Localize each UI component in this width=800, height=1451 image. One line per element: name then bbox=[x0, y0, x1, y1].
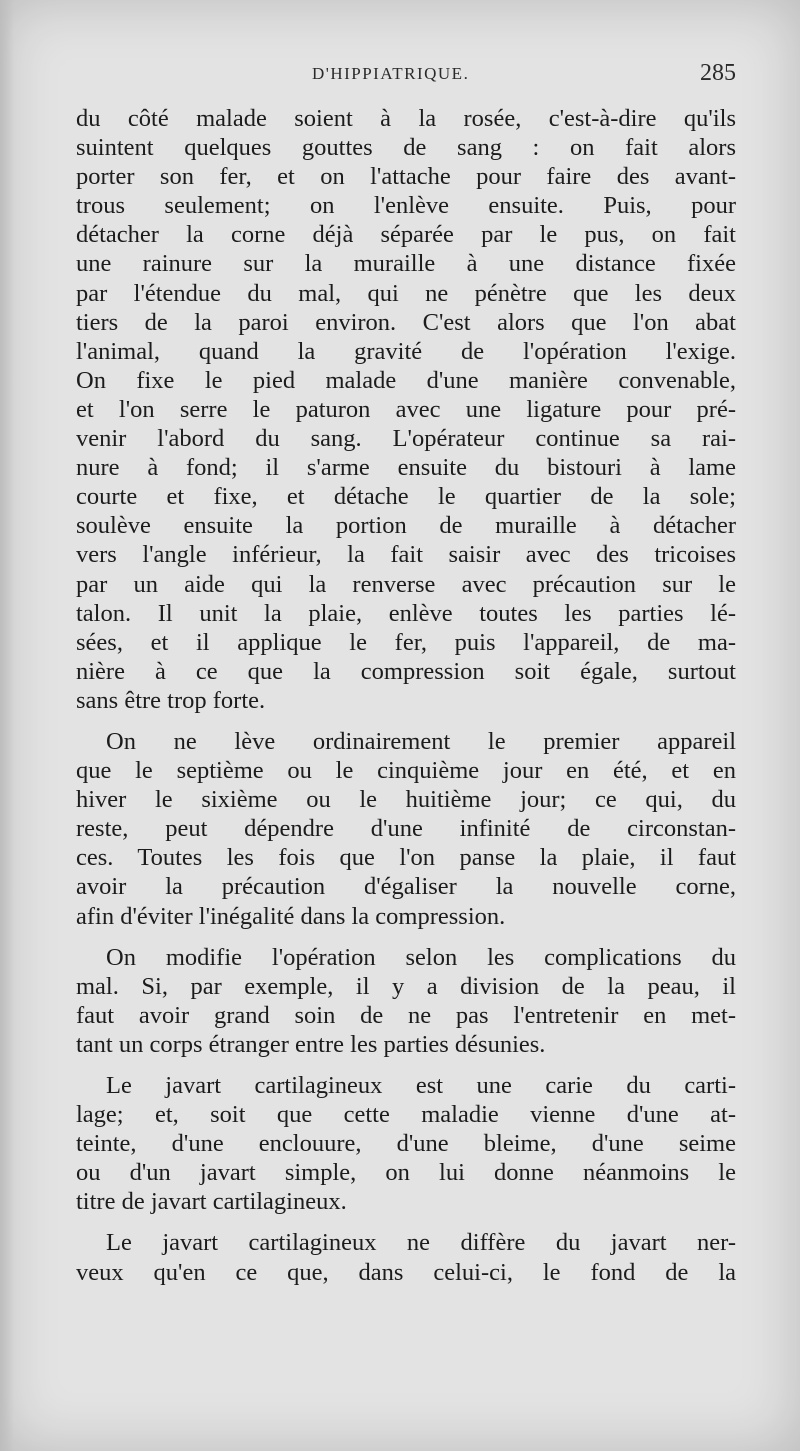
body-text bbox=[76, 104, 736, 1299]
text-line: lage; et, soit que cette maladie vienne d'une at- bbox=[76, 1101, 736, 1129]
text-line: Le javart cartilagineux ne diffère du javart ner- bbox=[106, 1229, 736, 1257]
running-head bbox=[76, 60, 736, 92]
text-line: suintent quelques gouttes de sang : on fait alors bbox=[76, 134, 736, 162]
text-line: tiers de la paroi environ. C'est alors que l'on abat bbox=[76, 308, 736, 336]
running-title: D'HIPPIATRIQUE. bbox=[312, 64, 470, 83]
text-line: et l'on serre le paturon avec une ligature pour pré- bbox=[76, 395, 736, 423]
text-line: faut avoir grand soin de ne pas l'entretenir en met- bbox=[76, 1001, 736, 1029]
text-line: On ne lève ordinairement le premier appareil bbox=[106, 727, 736, 755]
text-line: du côté malade soient à la rosée, c'est-à-dire qu'ils bbox=[76, 105, 736, 132]
text-line: avoir la précaution d'égaliser la nouvelle corne, bbox=[76, 873, 736, 901]
text-line: venir l'abord du sang. L'opérateur continue sa rai- bbox=[76, 425, 736, 453]
text-line: mal. Si, par exemple, il y a division de la peau, il bbox=[76, 972, 736, 1000]
text-line: vers l'angle inférieur, la fait saisir avec des tricoises bbox=[76, 541, 736, 569]
text-line: ou d'un javart simple, on lui donne néanmoins le bbox=[76, 1159, 736, 1187]
text-line: ces. Toutes les fois que l'on panse la plaie, il faut bbox=[76, 844, 736, 872]
text-line: hiver le sixième ou le huitième jour; ce qui, du bbox=[76, 786, 736, 814]
paragraph-1 bbox=[76, 104, 736, 715]
text-line: sées, et il applique le fer, puis l'appareil, de ma- bbox=[76, 628, 736, 656]
text-line: que le septième ou le cinquième jour en été, et en bbox=[76, 757, 736, 785]
text-line: trous seulement; on l'enlève ensuite. Puis, pour bbox=[76, 192, 736, 220]
text-line: porter son fer, et on l'attache pour faire des avant- bbox=[76, 163, 736, 191]
text-line: par l'étendue du mal, qui ne pénètre que les deux bbox=[76, 279, 736, 307]
text-line: On modifie l'opération selon les complications du bbox=[106, 943, 736, 971]
text-line: On fixe le pied malade d'une manière convenable, bbox=[76, 366, 736, 394]
text-line: soulève ensuite la portion de muraille à détacher bbox=[76, 512, 736, 540]
text-line: détacher la corne déjà séparée par le pus, on fait bbox=[76, 221, 736, 249]
text-line: l'animal, quand la gravité de l'opération l'exige. bbox=[76, 337, 736, 365]
paragraph-4 bbox=[76, 1071, 736, 1216]
paragraph-2 bbox=[76, 727, 736, 931]
text-line: veux qu'en ce que, dans celui-ci, le fond de la bbox=[76, 1258, 736, 1286]
text-line: tant un corps étranger entre les parties désunies. bbox=[76, 1030, 546, 1058]
text-line: Le javart cartilagineux est une carie du carti- bbox=[106, 1072, 736, 1099]
text-line: reste, peut dépendre d'une infinité de circonstan- bbox=[76, 815, 736, 843]
text-line: nière à ce que la compression soit égale, surtout bbox=[76, 657, 736, 685]
text-line: teinte, d'une enclouure, d'une bleime, d'une seime bbox=[76, 1130, 736, 1158]
text-line: par un aide qui la renverse avec précaution sur le bbox=[76, 570, 736, 598]
text-line: nure à fond; il s'arme ensuite du bistouri à lame bbox=[76, 454, 736, 482]
text-line: sans être trop forte. bbox=[76, 686, 266, 714]
text-line: courte et fixe, et détache le quartier de la sole; bbox=[76, 483, 736, 511]
text-line: talon. Il unit la plaie, enlève toutes les parties lé- bbox=[76, 599, 736, 627]
text-line: une rainure sur la muraille à une distance fixée bbox=[76, 250, 736, 278]
paragraph-5 bbox=[76, 1228, 736, 1286]
text-line: titre de javart cartilagineux. bbox=[76, 1188, 347, 1216]
page-number: 285 bbox=[700, 60, 736, 86]
paragraph-3 bbox=[76, 943, 736, 1059]
text-line: afin d'éviter l'inégalité dans la compression. bbox=[76, 902, 506, 930]
